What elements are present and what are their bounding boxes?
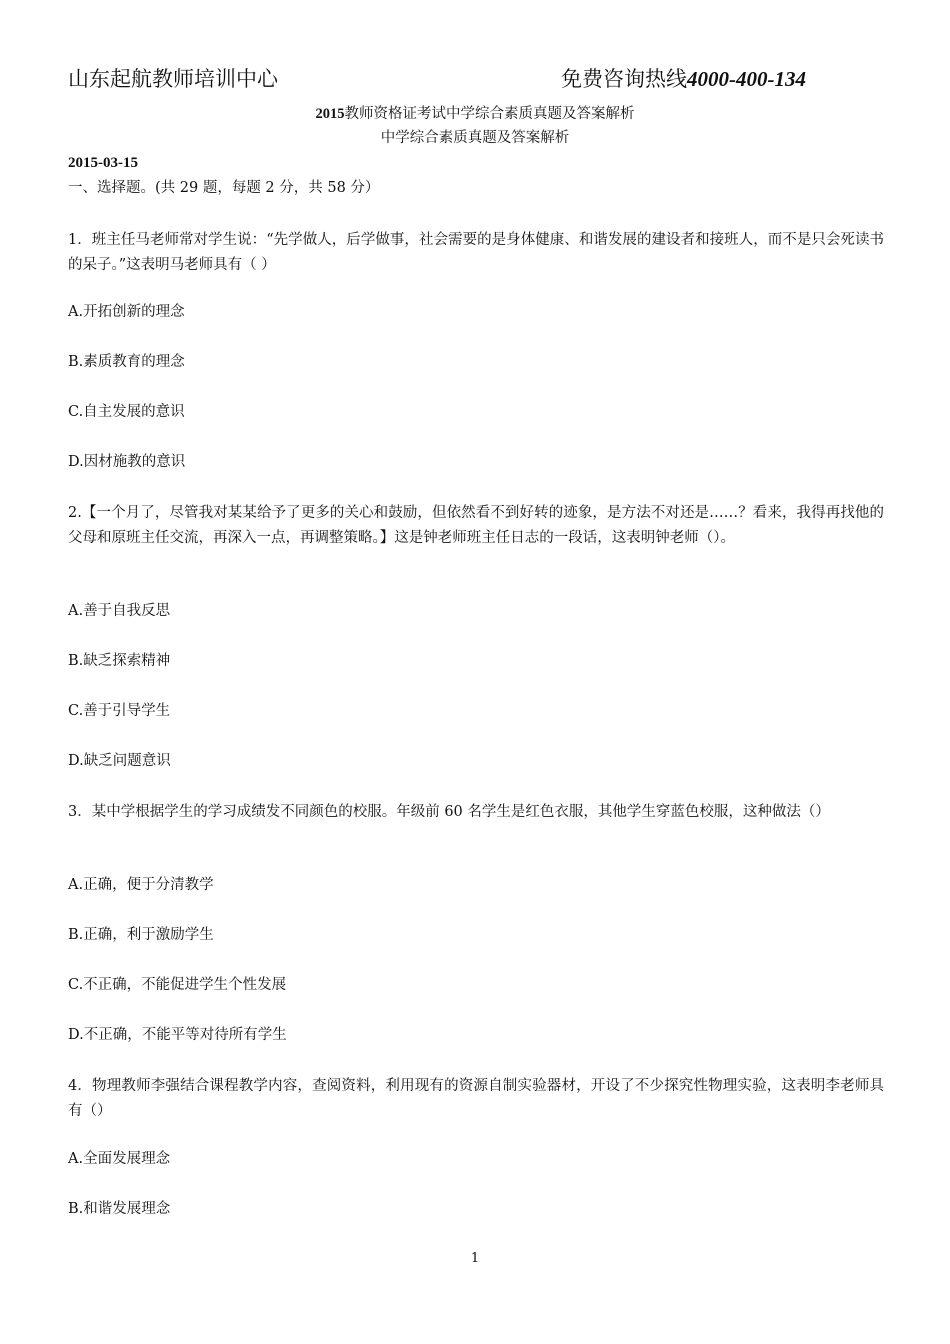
document-subtitle: 中学综合素质真题及答案解析 — [380, 130, 570, 146]
question-4-option-a: A.全面发展理念 — [68, 1151, 171, 1167]
question-4-stem: 4．物理教师李强结合课程教学内容，查阅资料，利用现有的资源自制实验器材，开设了不少探究性物理实验，这表明李老师具有（） — [68, 1078, 884, 1119]
question-3-option-c: C.不正确，不能促进学生个性发展 — [68, 977, 287, 993]
document-date: 2015-03-15 — [68, 155, 138, 171]
document-title — [0, 104, 950, 124]
page-header — [68, 64, 882, 96]
title-text: 教师资格证考试中学综合素质真题及答案解析 — [344, 106, 635, 122]
question-1-stem: 1．班主任马老师常对学生说：“先学做人，后学做事，社会需要的是身体健康、和谐发展的建设者和接班人，而不是只会死读书的呆子。”这表明马老师具有（ ） — [68, 232, 884, 273]
question-1-option-b: B.素质教育的理念 — [68, 354, 185, 370]
question-3-option-a: A.正确，便于分清教学 — [68, 877, 214, 893]
hotline-label: 免费咨询热线 — [561, 67, 687, 91]
hotline — [561, 64, 806, 94]
question-2-option-b: B.缺乏探索精神 — [68, 653, 171, 669]
question-1-option-a: A.开拓创新的理念 — [68, 304, 185, 320]
question-3-option-d: D.不正确，不能平等对待所有学生 — [68, 1027, 287, 1043]
question-2-option-c: C.善于引导学生 — [68, 703, 171, 719]
section-heading: 一、选择题。(共 29 题，每题 2 分，共 58 分） — [68, 180, 380, 196]
question-1-option-c: C.自主发展的意识 — [68, 404, 185, 420]
page-number: 1 — [470, 1251, 480, 1266]
question-3-stem: 3．某中学根据学生的学习成绩发不同颜色的校服。年级前 60 名学生是红色衣服，其他学生穿蓝色校服，这种做法（） — [68, 804, 830, 820]
question-1-option-d: D.因材施教的意识 — [68, 454, 186, 470]
hotline-number: 4000-400-134 — [687, 67, 806, 91]
organization-name: 山东起航教师培训中心 — [68, 67, 278, 91]
question-4-option-b: B.和谐发展理念 — [68, 1201, 171, 1217]
question-2-option-a: A.善于自我反思 — [68, 603, 171, 619]
title-year: 2015 — [315, 106, 345, 122]
question-2-stem: 2.【一个月了，尽管我对某某给予了更多的关心和鼓励，但依然看不到好转的迹象，是方法不对还是……？看来，我得再找他的父母和原班主任交流，再深入一点，再调整策略。】这是钟老师班主任日志的一段话，这表明钟老师（）。 — [68, 505, 884, 546]
question-2-option-d: D.缺乏问题意识 — [68, 753, 171, 769]
question-3-option-b: B.正确，利于激励学生 — [68, 927, 214, 943]
